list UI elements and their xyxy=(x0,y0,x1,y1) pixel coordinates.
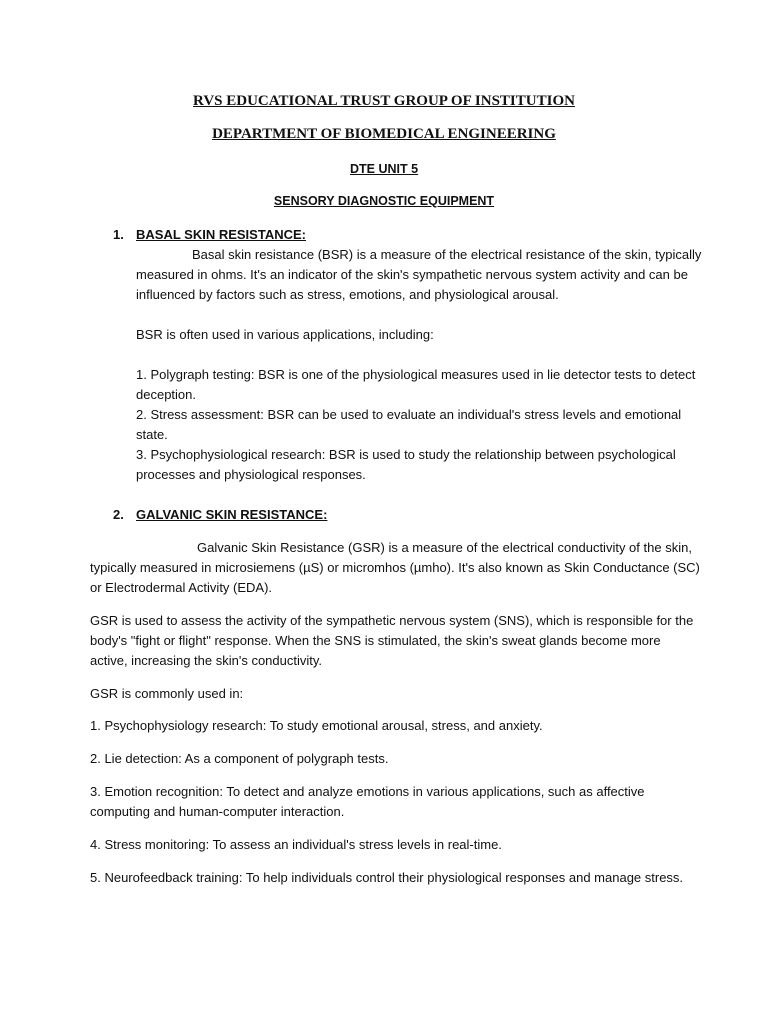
section1-intro-line: Basal skin resistance (BSR) is a measure of the electrical resistance of the skin, typically xyxy=(192,247,702,262)
section1-use-line: state. xyxy=(136,427,168,442)
section2-sns-line: GSR is used to assess the activity of the sympathetic nervous system (SNS), which is responsible for the xyxy=(90,613,694,628)
unit-title: DTE UNIT 5 xyxy=(349,162,419,176)
section1-use-line: 2. Stress assessment: BSR can be used to evaluate an individual's stress levels and emotional xyxy=(136,407,682,422)
section2-sns-line: active, increasing the skin's conductivity. xyxy=(90,653,323,668)
section2-intro-line: or Electrodermal Activity (EDA). xyxy=(90,580,273,595)
section1-intro-line: influenced by factors such as stress, emotions, and physiological arousal. xyxy=(136,287,559,302)
section2-list-item: 2. Lie detection: As a component of polygraph tests. xyxy=(90,751,389,766)
section2-number: 2. xyxy=(113,507,124,522)
section1-uses-intro: BSR is often used in various applications, including: xyxy=(136,327,434,342)
section1-use-line: 3. Psychophysiological research: BSR is used to study the relationship between psychological xyxy=(136,447,676,462)
section2-list-item: 5. Neurofeedback training: To help individuals control their physiological responses and manage stress. xyxy=(90,870,684,885)
section1-use-line: deception. xyxy=(136,387,196,402)
topic-title: SENSORY DIAGNOSTIC EQUIPMENT xyxy=(273,194,495,208)
section1-use-line: 1. Polygraph testing: BSR is one of the physiological measures used in lie detector tests to detect xyxy=(136,367,696,382)
section2-title: GALVANIC SKIN RESISTANCE: xyxy=(136,507,328,522)
section1-title: BASAL SKIN RESISTANCE: xyxy=(136,227,306,242)
section2-list-item: 3. Emotion recognition: To detect and analyze emotions in various applications, such as affective xyxy=(90,784,645,799)
section2-sns-line: body's "fight or flight" response. When the SNS is stimulated, the skin's sweat glands become more xyxy=(90,633,661,648)
institution-title: RVS EDUCATIONAL TRUST GROUP OF INSTITUTION xyxy=(193,93,575,109)
department-title: DEPARTMENT OF BIOMEDICAL ENGINEERING xyxy=(212,126,556,142)
section1-number: 1. xyxy=(113,227,124,242)
section2-uses-intro: GSR is commonly used in: xyxy=(90,686,244,701)
section2-intro-line: typically measured in microsiemens (µS) or micromhos (µmho). It's also known as Skin Conductance (SC) xyxy=(90,560,700,575)
section2-list-item: 1. Psychophysiology research: To study emotional arousal, stress, and anxiety. xyxy=(90,718,543,733)
section2-intro-line: Galvanic Skin Resistance (GSR) is a measure of the electrical conductivity of the skin, xyxy=(197,540,692,555)
section2-list-item: 4. Stress monitoring: To assess an individual's stress levels in real-time. xyxy=(90,837,502,852)
section1-intro-line: measured in ohms. It's an indicator of the skin's sympathetic nervous system activity and can be xyxy=(136,267,688,282)
section1-use-line: processes and physiological responses. xyxy=(136,467,366,482)
section2-list-item: computing and human-computer interaction. xyxy=(90,804,345,819)
